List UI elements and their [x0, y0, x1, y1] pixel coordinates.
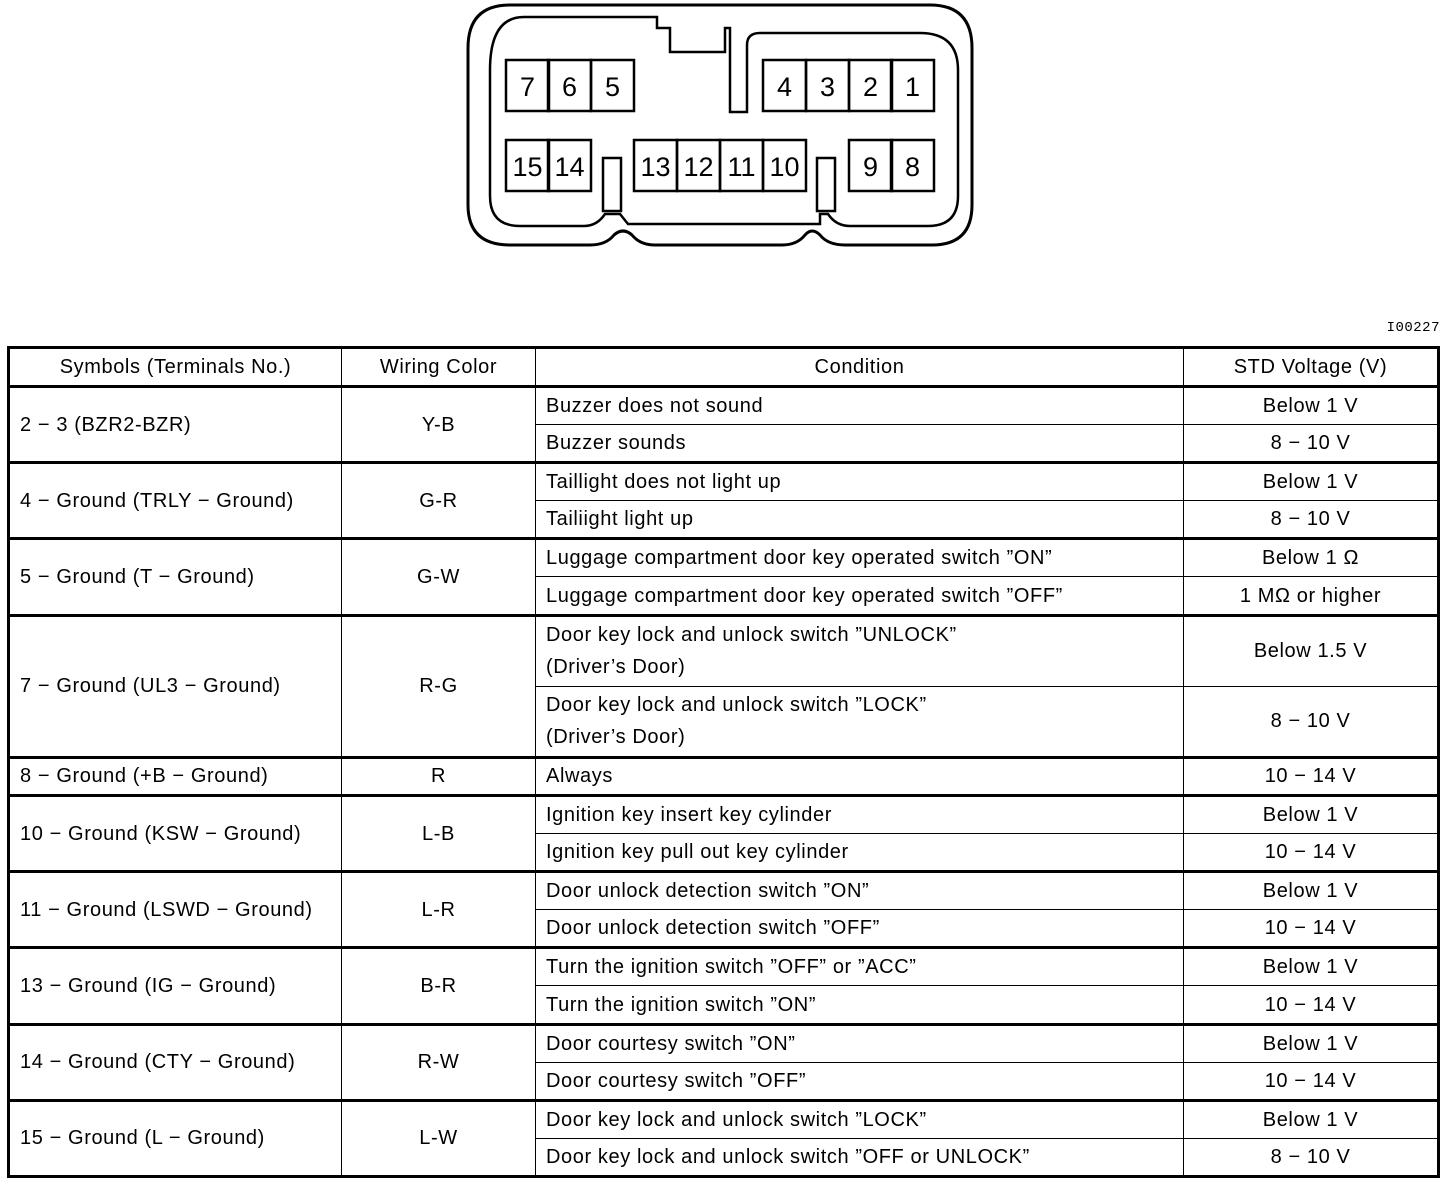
condition-cell: [536, 387, 1184, 425]
terminal-symbol-cell: 10 − Ground (KSW − Ground): [9, 796, 342, 872]
std-voltage-cell: Below 1 V: [1184, 463, 1439, 501]
condition-cell: [536, 501, 1184, 539]
condition-text: Always: [546, 765, 613, 788]
condition-note: (Driver’s Door): [546, 656, 686, 679]
std-voltage-cell: 10 − 14 V: [1184, 986, 1439, 1024]
table-row: [9, 948, 1439, 986]
header-condition: Condition: [536, 348, 1184, 387]
condition-cell: [536, 425, 1184, 463]
connector-pin-label: 5: [604, 72, 621, 102]
condition-text: Door key lock and unlock switch ”OFF or UNLOCK”: [546, 1145, 1030, 1168]
connector-pin-label: 10: [769, 152, 800, 182]
condition-text: Luggage compartment door key operated switch ”OFF”: [546, 584, 1063, 607]
wiring-color-cell: L-W: [342, 1100, 536, 1176]
wiring-color-cell: L-B: [342, 796, 536, 872]
std-voltage-cell: 10 − 14 V: [1184, 757, 1439, 795]
condition-text: Door courtesy switch ”OFF”: [546, 1069, 807, 1092]
condition-text: Door courtesy switch ”ON”: [546, 1032, 796, 1055]
terminal-symbol-cell: 8 − Ground (+B − Ground): [9, 757, 342, 795]
condition-cell: [536, 796, 1184, 834]
connector-housing-outer: [468, 5, 972, 245]
table-row: [9, 539, 1439, 577]
header-symbols: Symbols (Terminals No.): [9, 348, 342, 387]
condition-cell: [536, 910, 1184, 948]
wiring-color-cell: G-W: [342, 539, 536, 615]
condition-text: Buzzer does not sound: [546, 395, 764, 418]
connector-diagram: [0, 0, 1456, 300]
condition-cell: [536, 615, 1184, 686]
connector-pin-label: 11: [727, 152, 756, 182]
connector-pin-label: 3: [819, 72, 836, 102]
connector-housing-inner: [490, 17, 958, 226]
std-voltage-cell: Below 1 V: [1184, 1024, 1439, 1062]
std-voltage-cell: 10 − 14 V: [1184, 834, 1439, 872]
condition-note: (Driver’s Door): [546, 726, 686, 749]
table-row: [9, 387, 1439, 425]
condition-cell: [536, 539, 1184, 577]
wiring-color-cell: R-W: [342, 1024, 536, 1100]
std-voltage-cell: Below 1 V: [1184, 948, 1439, 986]
condition-cell: [536, 1024, 1184, 1062]
condition-text: Door key lock and unlock switch ”LOCK”: [546, 1108, 927, 1131]
condition-text: Door key lock and unlock switch ”LOCK”: [546, 694, 927, 717]
connector-pin-label: 1: [904, 72, 921, 102]
wiring-color-cell: B-R: [342, 948, 536, 1024]
std-voltage-cell: 8 − 10 V: [1184, 1138, 1439, 1176]
condition-text: Ignition key pull out key cylinder: [546, 841, 849, 864]
std-voltage-cell: 8 − 10 V: [1184, 686, 1439, 757]
condition-cell: [536, 757, 1184, 795]
condition-cell: [536, 834, 1184, 872]
condition-text: Turn the ignition switch ”ON”: [546, 993, 817, 1016]
condition-text: Tailiight light up: [546, 508, 694, 531]
condition-cell: [536, 986, 1184, 1024]
table-row: [9, 463, 1439, 501]
condition-cell: [536, 577, 1184, 615]
wiring-color-cell: R-G: [342, 615, 536, 757]
terminal-symbol-cell: 5 − Ground (T − Ground): [9, 539, 342, 615]
std-voltage-cell: 8 − 10 V: [1184, 425, 1439, 463]
connector-pin-label: 8: [904, 152, 921, 182]
terminal-symbol-cell: 15 − Ground (L − Ground): [9, 1100, 342, 1176]
condition-cell: [536, 948, 1184, 986]
condition-cell: [536, 1138, 1184, 1176]
header-std-voltage: STD Voltage (V): [1184, 348, 1439, 387]
terminal-symbol-cell: 14 − Ground (CTY − Ground): [9, 1024, 342, 1100]
std-voltage-cell: Below 1.5 V: [1184, 615, 1439, 686]
connector-pin-label: 14: [554, 152, 585, 182]
terminal-symbol-cell: 11 − Ground (LSWD − Ground): [9, 872, 342, 948]
table-row: [9, 1024, 1439, 1062]
connector-pin-label: 2: [862, 72, 879, 102]
condition-text: Ignition key insert key cylinder: [546, 804, 832, 827]
condition-cell: [536, 1062, 1184, 1100]
terminal-symbol-cell: 4 − Ground (TRLY − Ground): [9, 463, 342, 539]
condition-text: Luggage compartment door key operated switch ”ON”: [546, 547, 1053, 570]
terminal-symbol-cell: 2 − 3 (BZR2-BZR): [9, 387, 342, 463]
std-voltage-cell: 8 − 10 V: [1184, 501, 1439, 539]
std-voltage-cell: Below 1 V: [1184, 872, 1439, 910]
condition-cell: [536, 1100, 1184, 1138]
table-row: [9, 872, 1439, 910]
wiring-color-cell: R: [342, 757, 536, 795]
connector-pin-label: 4: [776, 72, 793, 102]
wiring-color-cell: G-R: [342, 463, 536, 539]
condition-text: Door unlock detection switch ”OFF”: [546, 917, 880, 940]
std-voltage-cell: 10 − 14 V: [1184, 910, 1439, 948]
condition-text: Buzzer sounds: [546, 432, 687, 455]
std-voltage-cell: Below 1 Ω: [1184, 539, 1439, 577]
header-wiring-color: Wiring Color: [342, 348, 536, 387]
condition-text: Taillight does not light up: [546, 471, 782, 494]
figure-id: I00227: [1386, 320, 1440, 336]
std-voltage-cell: 10 − 14 V: [1184, 1062, 1439, 1100]
std-voltage-cell: 1 MΩ or higher: [1184, 577, 1439, 615]
connector-pin-label: 13: [640, 152, 671, 182]
std-voltage-cell: Below 1 V: [1184, 796, 1439, 834]
condition-text: Door unlock detection switch ”ON”: [546, 880, 870, 903]
table-row: [9, 615, 1439, 686]
condition-cell: [536, 686, 1184, 757]
condition-text: Door key lock and unlock switch ”UNLOCK”: [546, 624, 957, 647]
connector-key-right: [817, 158, 835, 211]
condition-text: Turn the ignition switch ”OFF” or ”ACC”: [546, 956, 917, 979]
table-row: [9, 1100, 1439, 1138]
std-voltage-cell: Below 1 V: [1184, 1100, 1439, 1138]
std-voltage-cell: Below 1 V: [1184, 387, 1439, 425]
connector-pin-label: 15: [512, 152, 543, 182]
connector-pin-label: 6: [561, 72, 578, 102]
condition-cell: [536, 872, 1184, 910]
wiring-color-cell: Y-B: [342, 387, 536, 463]
terminal-voltage-table: [7, 346, 1440, 1178]
connector-pin-label: 7: [519, 72, 536, 102]
connector-pin-label: 9: [862, 152, 879, 182]
connector-key-center: [603, 158, 621, 211]
table-header-row: [9, 348, 1439, 387]
table-row: [9, 796, 1439, 834]
terminal-symbol-cell: 7 − Ground (UL3 − Ground): [9, 615, 342, 757]
wiring-color-cell: L-R: [342, 872, 536, 948]
connector-pin-label: 12: [683, 152, 714, 182]
condition-cell: [536, 463, 1184, 501]
terminal-symbol-cell: 13 − Ground (IG − Ground): [9, 948, 342, 1024]
table-row: [9, 757, 1439, 795]
